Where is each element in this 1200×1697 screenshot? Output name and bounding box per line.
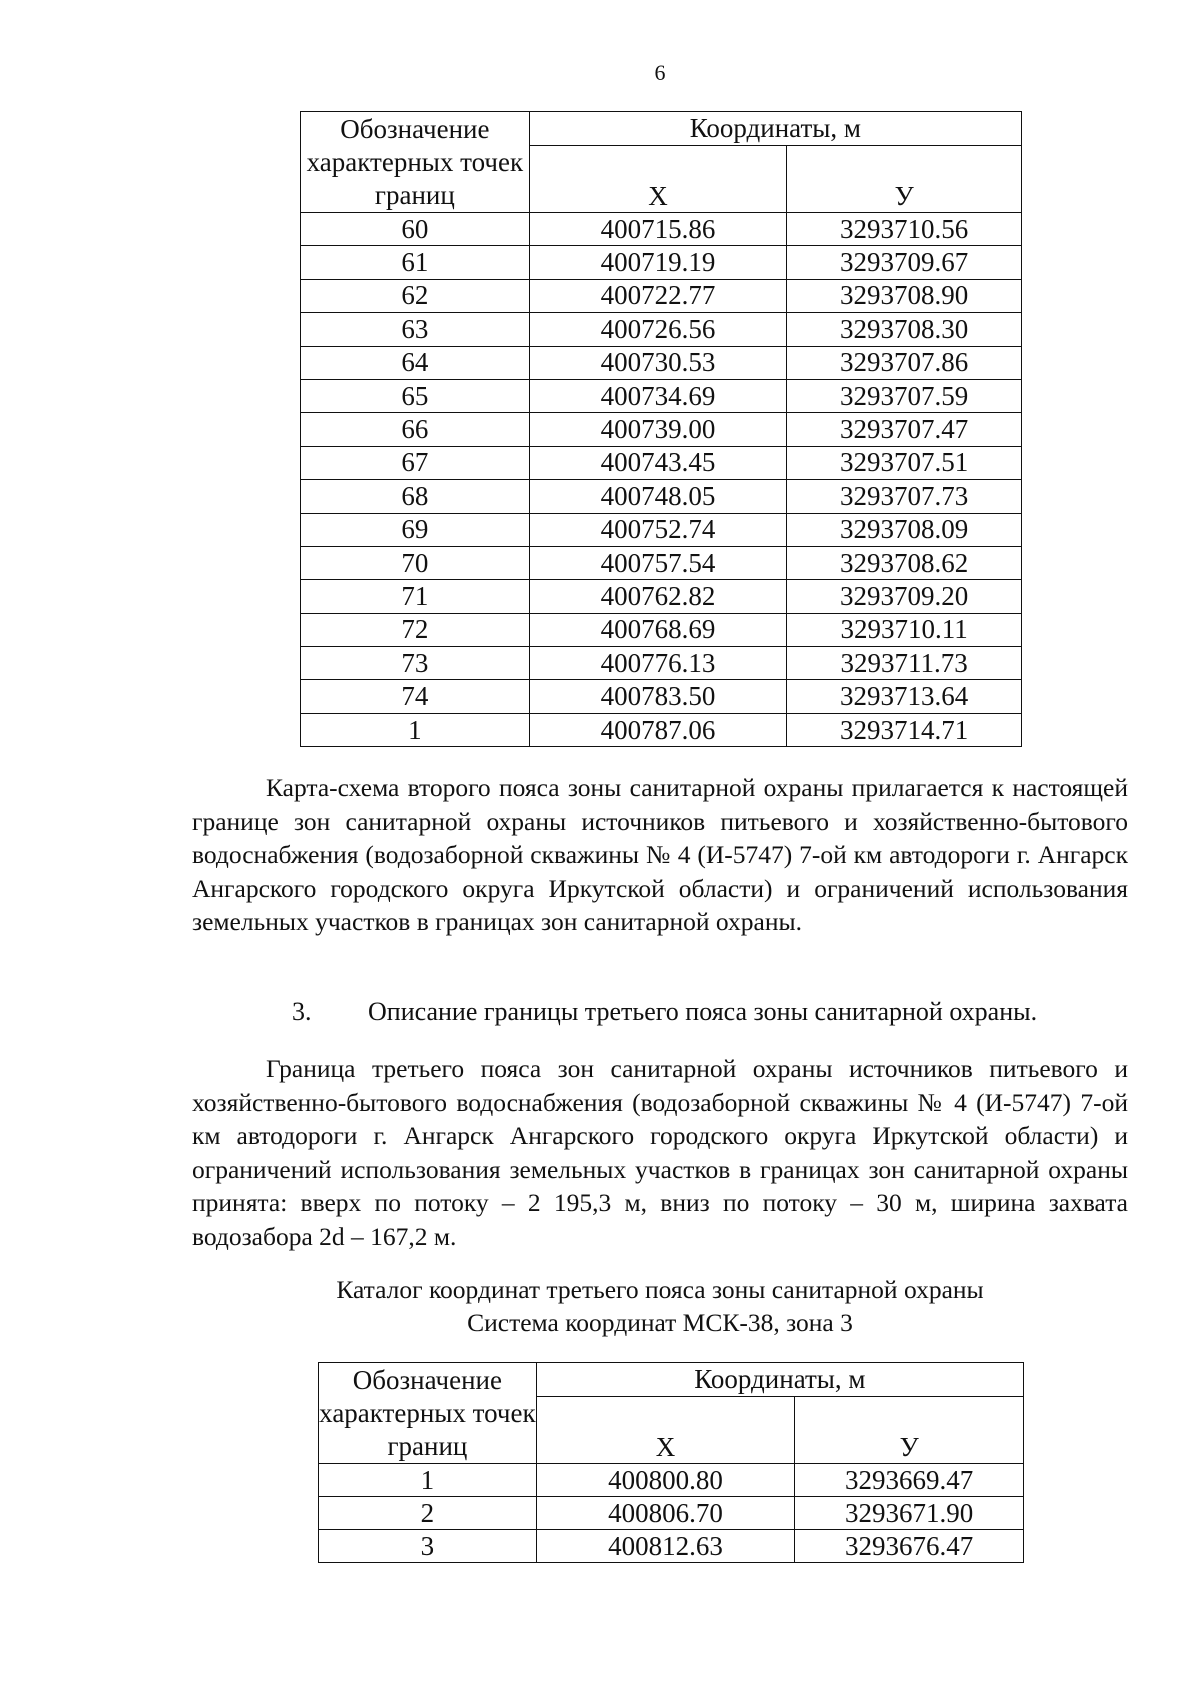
point-cell: 60 [301,213,530,246]
paragraph-map-scheme [192,771,1128,939]
x-cell: 400776.13 [529,647,787,680]
point-cell: 71 [301,580,530,613]
y-cell: 3293708.62 [787,546,1022,579]
point-cell: 62 [301,279,530,312]
point-cell: 69 [301,513,530,546]
x-cell: 400806.70 [536,1497,795,1530]
point-cell: 1 [319,1464,537,1497]
y-cell: 3293707.86 [787,346,1022,379]
table-row [301,346,1022,379]
y-cell: 3293710.56 [787,213,1022,246]
table-header-x: Х [536,1397,795,1464]
point-cell: 63 [301,313,530,346]
x-cell: 400752.74 [529,513,787,546]
point-cell: 66 [301,413,530,446]
x-cell: 400722.77 [529,279,787,312]
table-row [301,413,1022,446]
point-cell: 68 [301,480,530,513]
table-row [301,647,1022,680]
page-number: 6 [654,60,666,85]
table-header-coords: Координаты, м [536,1363,1023,1397]
y-cell: 3293708.09 [787,513,1022,546]
x-cell: 400762.82 [529,580,787,613]
point-cell: 74 [301,680,530,713]
x-cell: 400726.56 [529,313,787,346]
table-row [301,680,1022,713]
x-cell: 400719.19 [529,246,787,279]
table-row [301,246,1022,279]
x-cell: 400748.05 [529,480,787,513]
point-cell: 65 [301,379,530,412]
point-cell: 64 [301,346,530,379]
table-row [319,1497,1024,1530]
table-header-x: Х [529,146,787,213]
point-cell: 3 [319,1530,537,1563]
y-cell: 3293707.73 [787,480,1022,513]
table-header-point-label: Обозначение характерных точек границ [301,112,530,213]
table-header-y: У [795,1397,1024,1464]
table-row [301,713,1022,746]
table-row [319,1530,1024,1563]
section-title: Описание границы третьего пояса зоны санитарной охраны. [368,997,1038,1026]
section-number: 3. [292,997,312,1026]
point-cell: 70 [301,546,530,579]
x-cell: 400800.80 [536,1464,795,1497]
table-header-coords: Координаты, м [529,112,1021,146]
y-cell: 3293711.73 [787,647,1022,680]
table-header-y: У [787,146,1022,213]
x-cell: 400812.63 [536,1530,795,1563]
y-cell: 3293669.47 [795,1464,1024,1497]
y-cell: 3293709.67 [787,246,1022,279]
table-row [319,1464,1024,1497]
table-row [301,580,1022,613]
y-cell: 3293714.71 [787,713,1022,746]
table-row [301,613,1022,646]
y-cell: 3293676.47 [795,1530,1024,1563]
table-caption [192,1273,1128,1339]
point-cell: 2 [319,1497,537,1530]
x-cell: 400734.69 [529,379,787,412]
point-cell: 72 [301,613,530,646]
point-cell: 1 [301,713,530,746]
table-caption-line2: Система координат МСК-38, зона 3 [467,1308,853,1337]
point-cell: 73 [301,647,530,680]
x-cell: 400787.06 [529,713,787,746]
x-cell: 400757.54 [529,546,787,579]
table-row [301,379,1022,412]
y-cell: 3293709.20 [787,580,1022,613]
x-cell: 400768.69 [529,613,787,646]
paragraph-zone3-description [192,1052,1128,1253]
y-cell: 3293707.59 [787,379,1022,412]
table-row [301,546,1022,579]
table-row [301,279,1022,312]
x-cell: 400730.53 [529,346,787,379]
table-row [301,480,1022,513]
y-cell: 3293707.47 [787,413,1022,446]
coordinates-table-zone2-body [301,213,1022,747]
point-cell: 61 [301,246,530,279]
coordinates-table-zone3 [318,1362,1024,1563]
y-cell: 3293708.90 [787,279,1022,312]
point-cell: 67 [301,446,530,479]
table-caption-line1: Каталог координат третьего пояса зоны санитарной охраны [336,1275,984,1304]
section-heading [292,997,1037,1027]
x-cell: 400715.86 [529,213,787,246]
x-cell: 400783.50 [529,680,787,713]
paragraph-zone3-text: Граница третьего пояса зон санитарной охраны источников питьевого и хозяйственно-бытового водоснабжения (водозаборной скважины № 4 (И-5747) 7-ой км автодороги г. Ангарск Ангарского городского округа Иркутской области) и ограничений использования земельных участков в границах зон санитарной охраны принята: вверх по потоку – 2 195,3 м, вниз по потоку – 30 м, ширина захвата водозабора 2d – 167,2 м. [192,1054,1128,1251]
coordinates-table-zone3-body [319,1464,1024,1563]
table-row [301,313,1022,346]
table-row [301,213,1022,246]
coordinates-table-zone2 [300,111,1022,747]
y-cell: 3293707.51 [787,446,1022,479]
y-cell: 3293671.90 [795,1497,1024,1530]
x-cell: 400739.00 [529,413,787,446]
y-cell: 3293713.64 [787,680,1022,713]
table-row [301,446,1022,479]
y-cell: 3293710.11 [787,613,1022,646]
table-header-point-label: Обозначение характерных точек границ [319,1363,537,1464]
y-cell: 3293708.30 [787,313,1022,346]
paragraph-map-scheme-text: Карта-схема второго пояса зоны санитарной охраны прилагается к настоящей границе зон санитарной охраны источников питьевого и хозяйственно-бытового водоснабжения (водозаборной скважины № 4 (И-5747) 7-ой км автодороги г. Ангарск Ангарского городского округа Иркутской области) и ограничений использования земельных участков в границах зон санитарной охраны. [192,773,1128,936]
table-row [301,513,1022,546]
x-cell: 400743.45 [529,446,787,479]
